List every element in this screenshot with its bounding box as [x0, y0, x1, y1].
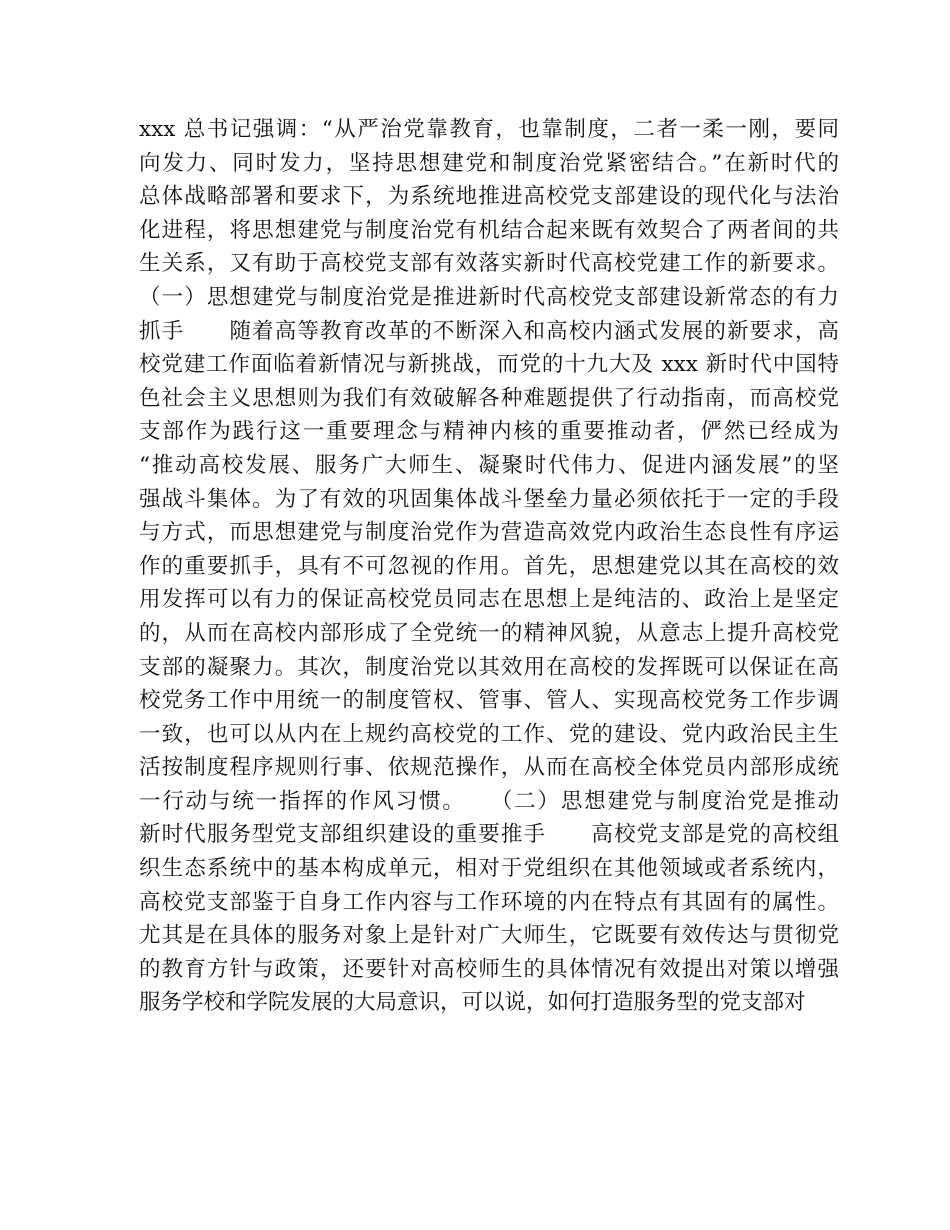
- text-line: 校党建工作面临着新情况与新挑战，而党的十九大及 xxx 新时代中国特: [139, 352, 839, 378]
- text-line: 抓手 随着高等教育改革的不断深入和高校内涵式发展的新要求，高: [139, 318, 839, 344]
- text-line: 新时代服务型党支部组织建设的重要推手 高校党支部是党的高校组: [139, 822, 839, 848]
- text-line: 一致，也可以从内在上规约高校党的工作、党的建设、党内政治民主生: [139, 721, 839, 747]
- text-line: 尤其是在具体的服务对象上是针对广大师生，它既要有效传达与贯彻党: [139, 923, 839, 949]
- text-line: 织生态系统中的基本构成单元，相对于党组织在其他领域或者系统内，: [139, 856, 839, 882]
- text-line: 支部作为践行这一重要理念与精神内核的重要推动者，俨然已经成为: [139, 419, 839, 445]
- text-line: 化进程，将思想建党与制度治党有机结合起来既有效契合了两者间的共: [139, 217, 839, 243]
- text-line: 的，从而在高校内部形成了全党统一的精神风貌，从意志上提升高校党: [139, 620, 839, 646]
- text-line: 高校党支部鉴于自身工作内容与工作环境的内在特点有其固有的属性。: [139, 889, 839, 915]
- text-line: 支部的凝聚力。其次，制度治党以其效用在高校的发挥既可以保证在高: [139, 654, 839, 680]
- text-line: “推动高校发展、服务广大师生、凝聚时代伟力、促进内涵发展”的坚: [139, 452, 839, 478]
- text-line: xxx 总书记强调：“从严治党靠教育，也靠制度，二者一柔一刚，要同: [139, 117, 839, 142]
- text-line: 一行动与统一指挥的作风习惯。 （二）思想建党与制度治党是推动: [139, 788, 839, 814]
- text-line: 作的重要抓手，具有不可忽视的作用。首先，思想建党以其在高校的效: [139, 553, 839, 579]
- text-line: 与方式，而思想建党与制度治党作为营造高效党内政治生态良性有序运: [139, 520, 839, 546]
- text-line: 向发力、同时发力，坚持思想建党和制度治党紧密结合。”在新时代的: [139, 150, 839, 176]
- text-line: 活按制度程序规则行事、依规范操作，从而在高校全体党员内部形成统: [139, 755, 839, 781]
- text-line: 总体战略部署和要求下，为系统地推进高校党支部建设的现代化与法治: [139, 184, 839, 210]
- text-line: 服务学校和学院发展的大局意识，可以说，如何打造服务型的党支部对: [139, 990, 806, 1016]
- text-line: 强战斗集体。为了有效的巩固集体战斗堡垒力量必须依托于一定的手段: [139, 486, 839, 512]
- text-line: （一）思想建党与制度治党是推进新时代高校党支部建设新常态的有力: [139, 284, 839, 310]
- text-line: 色社会主义思想则为我们有效破解各种难题提供了行动指南，而高校党: [139, 385, 839, 411]
- text-line: 校党务工作中用统一的制度管权、管事、管人、实现高校党务工作步调: [139, 688, 839, 714]
- text-line: 生关系，又有助于高校党支部有效落实新时代高校党建工作的新要求。: [139, 251, 839, 277]
- text-line: 用发挥可以有力的保证高校党员同志在思想上是纯洁的、政治上是坚定: [139, 587, 839, 613]
- body-text: [139, 113, 839, 1020]
- text-line: 的教育方针与政策，还要针对高校师生的具体情况有效提出对策以增强: [139, 956, 839, 982]
